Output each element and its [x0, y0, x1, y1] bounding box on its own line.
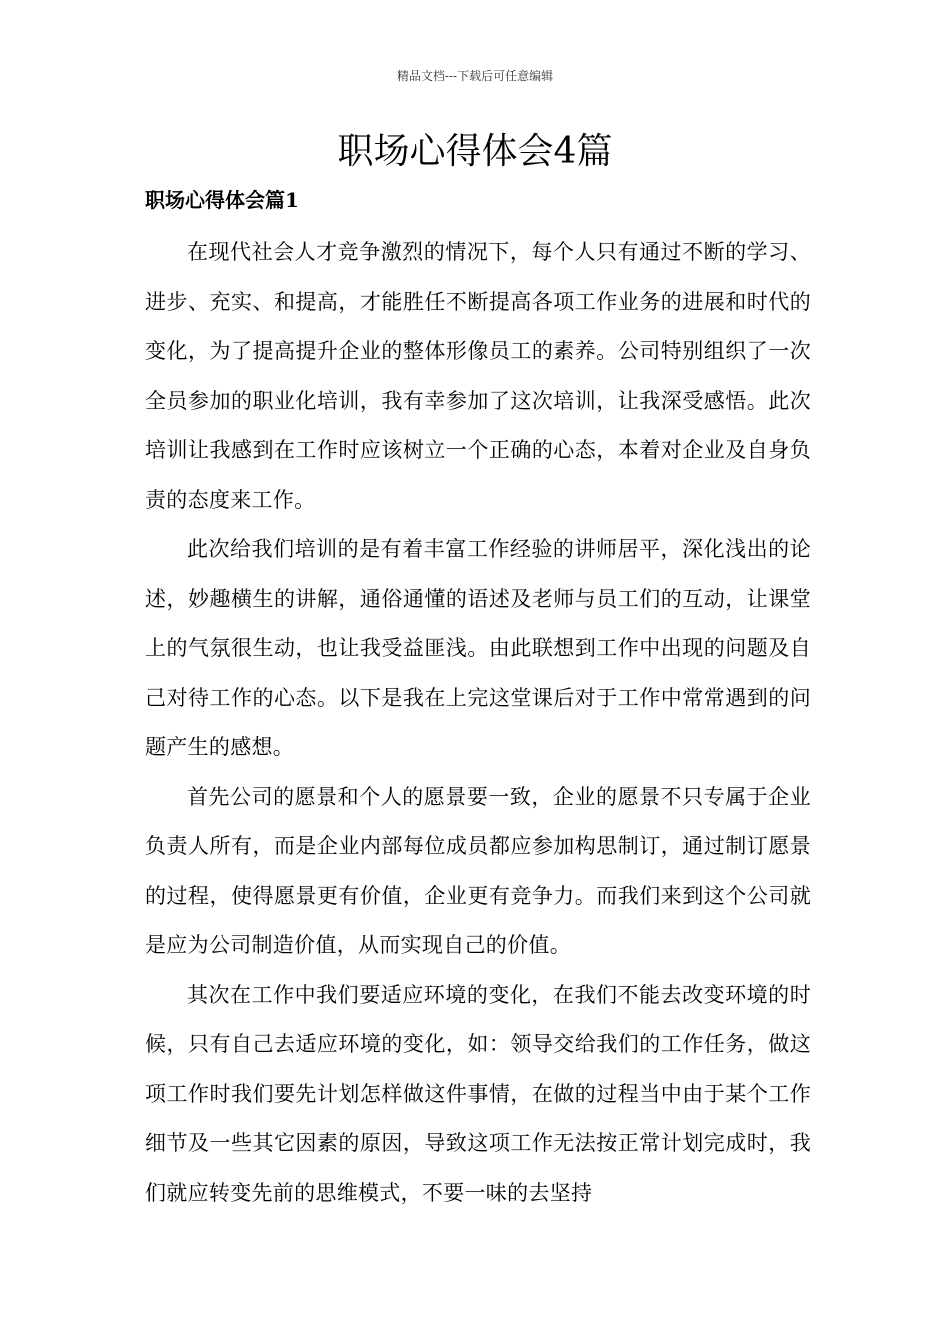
paragraph-3: 首先公司的愿景和个人的愿景要一致，企业的愿景不只专属于企业负责人所有，而是企业内部每位成员都应参加构思制订，通过制订愿景的过程，使得愿景更有价值，企业更有竞争力。而我们来到这个公司就是应为公司制造价值，从而实现自己的价值。 — [145, 784, 811, 957]
paragraph-4: 其次在工作中我们要适应环境的变化，在我们不能去改变环境的时候，只有自己去适应环境的变化，如：领导交给我们的工作任务，做这项工作时我们要先计划怎样做这件事情，在做的过程当中由于某个工作细节及一些其它因素的原因，导致这项工作无法按正常计划完成时，我们就应转变先前的思维模式，不要一味的去坚持 — [145, 982, 811, 1205]
section-heading: 职场心得体会篇1 — [145, 188, 299, 212]
paragraph-1: 在现代社会人才竞争激烈的情况下，每个人只有通过不断的学习、进步、充实、和提高，才能胜任不断提高各项工作业务的进展和时代的变化，为了提高提升企业的整体形像员工的素养。公司特别组织了一次全员参加的职业化培训，我有幸参加了这次培训，让我深受感悟。此次培训让我感到在工作时应该树立一个正确的心态，本着对企业及自身负责的态度来工作。 — [145, 240, 811, 512]
header-note: 精品文档---下载后可任意编辑 — [396, 69, 554, 83]
paragraph-2: 此次给我们培训的是有着丰富工作经验的讲师居平，深化浅出的论述，妙趣横生的讲解，通俗通懂的语述及老师与员工们的互动，让课堂上的气氛很生动，也让我受益匪浅。由此联想到工作中出现的问题及自己对待工作的心态。以下是我在上完这堂课后对于工作中常常遇到的问题产生的感想。 — [145, 537, 811, 759]
body-text — [145, 228, 811, 1218]
document-title: 职场心得体会4篇 — [337, 131, 613, 172]
